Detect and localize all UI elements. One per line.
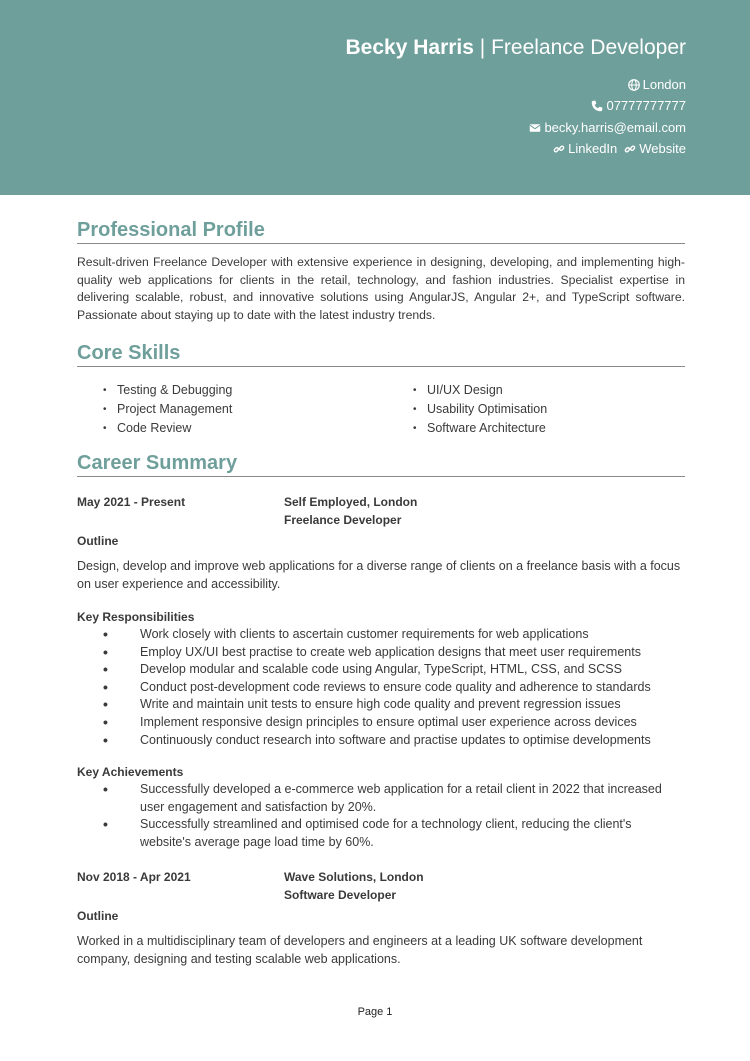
job-employer: Wave Solutions, London	[284, 869, 424, 884]
list-item: • Implement responsive design principles to ensure optimal user experience across devices	[77, 714, 685, 732]
name-title	[346, 36, 686, 60]
website-link[interactable]	[624, 141, 686, 156]
link-icon	[624, 143, 636, 155]
job-entry	[77, 493, 685, 852]
responsibilities-list	[77, 626, 685, 749]
job-outline: Design, develop and improve web applications for a diverse range of clients on a freelance basis with a focus on user experience and accessibility.	[77, 559, 681, 591]
contact-links	[549, 141, 686, 156]
list-item: • Employ UX/UI best practise to create web application designs that meet user requirements	[77, 644, 685, 662]
profile-text: Result-driven Freelance Developer with extensive experience in designing, developing, and implementing high-quality web applications for clients in the retail, technology, and fashion industries. Specialist expertise in delivering scalable, robust, and innovative solutions using AngularJS, Angular 2+, and TypeScript software. Passionate about staying up to date with the latest industry trends.	[77, 255, 685, 322]
contact-location	[628, 77, 686, 92]
skill-item: • Testing & Debugging	[77, 381, 387, 400]
header-banner	[0, 0, 750, 195]
skill-item: • Software Architecture	[387, 419, 685, 438]
link-icon	[553, 143, 565, 155]
skill-item: • UI/UX Design	[387, 381, 685, 400]
skills-right	[387, 381, 685, 438]
list-item: • Successfully developed a e-commerce web application for a retail client in 2022 that increased user engagement and satisfaction by 20%.	[77, 781, 685, 816]
job-role: Software Developer	[284, 887, 397, 902]
contact-phone	[591, 98, 686, 113]
skill-item: • Code Review	[77, 419, 387, 438]
outline-label: Outline	[77, 534, 119, 548]
linkedin-text[interactable]: LinkedIn	[568, 141, 618, 156]
contact-email[interactable]	[529, 120, 686, 135]
job-entry	[77, 868, 685, 968]
skills-heading: Core Skills	[77, 341, 685, 367]
name-separator: |	[473, 36, 492, 59]
phone-icon	[591, 100, 603, 112]
candidate-name: Becky Harris	[345, 36, 474, 59]
phone-text: 07777777777	[606, 98, 686, 113]
outline-label: Outline	[77, 908, 119, 923]
globe-icon	[628, 79, 640, 91]
skill-item: • Usability Optimisation	[387, 400, 685, 419]
job-header	[77, 493, 685, 529]
email-text[interactable]: becky.harris@email.com	[544, 120, 686, 135]
job-header	[77, 868, 685, 904]
job-role: Freelance Developer	[284, 513, 402, 527]
achievements-label: Key Achievements	[77, 765, 184, 780]
job-title: Freelance Developer	[491, 36, 686, 59]
list-item: • Conduct post-development code reviews to ensure code quality and adherence to standards	[77, 679, 685, 697]
skills-left	[77, 381, 387, 438]
website-text[interactable]: Website	[639, 141, 686, 156]
list-item: • Successfully streamlined and optimised code for a technology client, reducing the client's website's average page load time by 60%.	[77, 816, 685, 851]
job-dates: May 2021 - Present	[77, 495, 186, 509]
list-item: • Work closely with clients to ascertain customer requirements for web applications	[77, 626, 685, 644]
envelope-icon	[529, 122, 541, 134]
job-employer: Self Employed, London	[284, 495, 418, 509]
skill-item: • Project Management	[77, 400, 387, 419]
job-dates: Nov 2018 - Apr 2021	[77, 869, 191, 884]
skills-list	[77, 381, 685, 438]
resume-body	[77, 218, 685, 968]
achievements-list	[77, 781, 685, 851]
list-item: • Develop modular and scalable code using Angular, TypeScript, HTML, CSS, and SCSS	[77, 661, 685, 679]
job-outline: Worked in a multidisciplinary team of developers and engineers at a leading UK software development company, designing and testing scalable web applications.	[77, 933, 643, 966]
linkedin-link[interactable]	[553, 141, 617, 156]
page-number: Page 1	[357, 1006, 393, 1018]
responsibilities-label: Key Responsibilities	[77, 610, 195, 624]
location-text: London	[642, 77, 686, 92]
list-item: • Continuously conduct research into software and practise updates to optimise developments	[77, 732, 685, 750]
profile-heading: Professional Profile	[77, 218, 685, 244]
list-item: • Write and maintain unit tests to ensure high code quality and prevent regression issues	[77, 696, 685, 714]
career-heading: Career Summary	[77, 451, 685, 477]
